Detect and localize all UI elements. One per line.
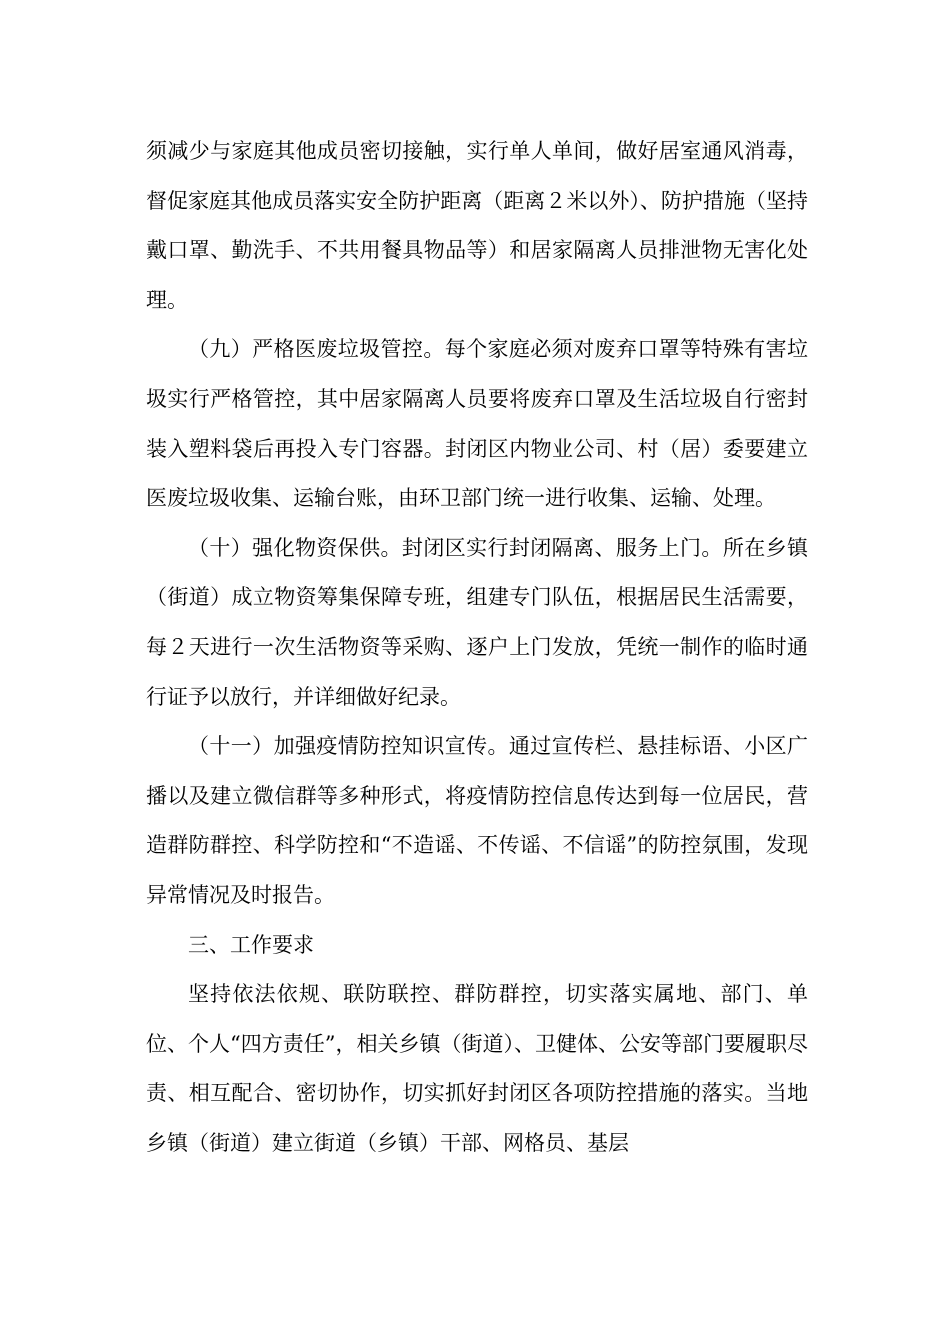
document-body — [146, 127, 808, 1168]
paragraph-item-11: （十一）加强疫情防控知识宣传。通过宣传栏、悬挂标语、小区广播以及建立微信群等多种形式，将疫情防控信息传达到每一位居民，营造群防群控、科学防控和“不造谣、不传谣、不信谣”的防控氛围，发现异常情况及时报告。 — [146, 734, 808, 907]
section-heading-work-requirements: 三、工作要求 — [188, 932, 314, 957]
paragraph-work-requirements: 坚持依法依规、联防联控、群防群控，切实落实属地、部门、单位、个人“四方责任”，相关乡镇（街道）、卫健体、公安等部门要履职尽责、相互配合、密切协作，切实抓好封闭区各项防控措施的落实。当地乡镇（街道）建立街道（乡镇）干部、网格员、基层 — [146, 982, 808, 1155]
paragraph-item-10: （十）强化物资保供。封闭区实行封闭隔离、服务上门。所在乡镇（街道）成立物资筹集保障专班，组建专门队伍，根据居民生活需要，每２天进行一次生活物资等采购、逐户上门发放，凭统一制作的临时通行证予以放行，并详细做好纪录。 — [146, 535, 808, 709]
paragraph-continuation: 须减少与家庭其他成员密切接触，实行单人单间，做好居室通风消毒，督促家庭其他成员落实安全防护距离（距离２米以外）、防护措施（坚持戴口罩、勤洗手、不共用餐具物品等）和居家隔离人员排泄物无害化处理。 — [146, 139, 808, 312]
paragraph-item-9: （九）严格医废垃圾管控。每个家庭必须对废弃口罩等特殊有害垃圾实行严格管控，其中居家隔离人员要将废弃口罩及生活垃圾自行密封装入塑料袋后再投入专门容器。封闭区内物业公司、村（居）委要建立医废垃圾收集、运输台账，由环卫部门统一进行收集、运输、处理。 — [146, 337, 808, 511]
